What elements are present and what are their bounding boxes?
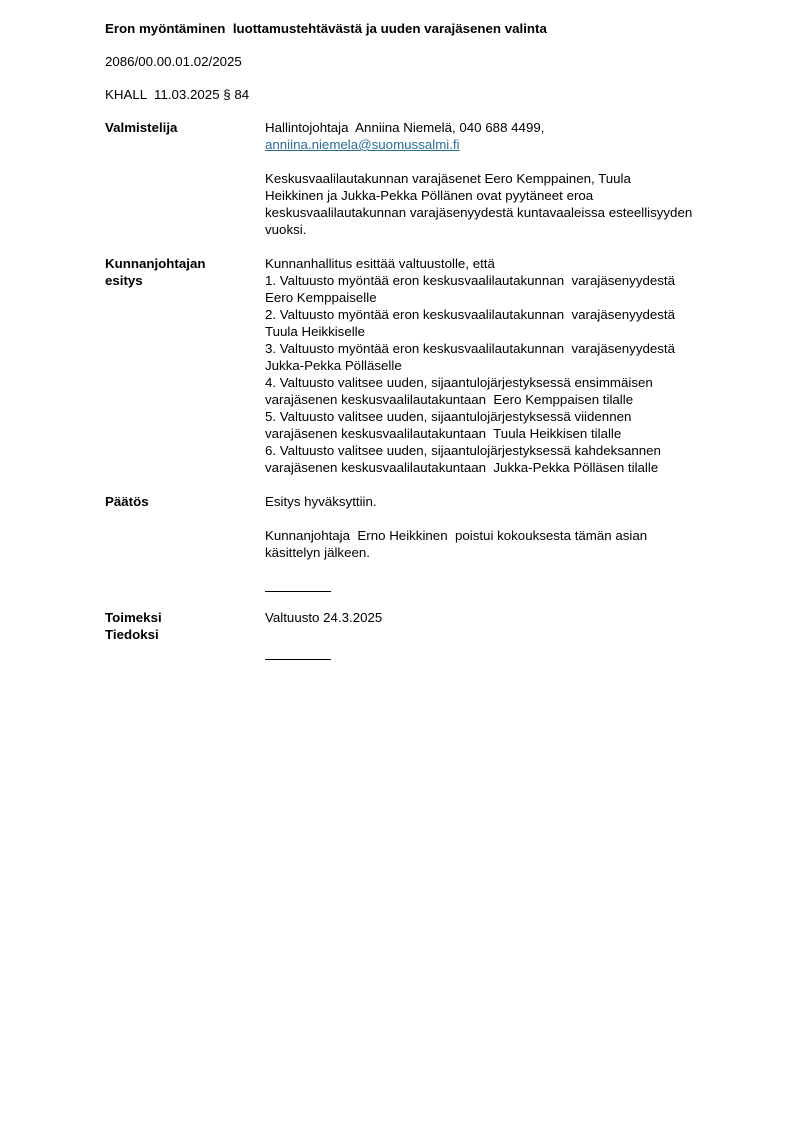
preparer-block: [265, 119, 743, 153]
section-valmistelija: [105, 119, 770, 238]
kunnanjohtajan-esitys-label: Kunnanjohtajan esitys: [105, 256, 206, 288]
section-paatos: [105, 493, 770, 592]
kunnanjohtajan-esitys-body: Kunnanhallitus esittää valtuustolle, että 1. Valtuusto myöntää eron keskusvaalilautakunnan varajäsenyydestä Eero Kemppaiselle 2. Valtuusto myöntää eron keskusvaalilautakunnan varajäsenyydestä Tuula Heikkiselle 3. Valtuusto myöntää eron keskusvaalilautakunnan varajäsenyydestä Jukka-Pekka Pölläselle 4. Valtuusto valitsee uuden, sijaantulojärjestyksessä ensimmäisen varajäsenen keskusvaalilautakuntaan Eero Kemppaisen tilalle 5. Valtuusto valitsee uuden, sijaantulojärjestyksessä viidennen varajäsenen keskusvaalilautakuntaan Tuula Heikkisen tilalle 6. Valtuusto valitsee uuden, sijaantulojärjestyksessä kahdeksannen varajäsenen keskusvaalilautakuntaan Jukka-Pekka Pölläsen tilalle: [265, 256, 675, 475]
preparer-text: Hallintojohtaja Anniina Niemelä, 040 688 4499,: [265, 120, 545, 135]
separator-line: [265, 591, 331, 592]
toimeksi-tiedoksi-label: Toimeksi Tiedoksi: [105, 610, 162, 642]
toimeksi-tiedoksi-content: [265, 609, 743, 660]
meeting-reference: KHALL 11.03.2025 § 84: [105, 87, 250, 102]
case-number: 2086/00.00.01.02/2025: [105, 54, 242, 69]
valmistelija-content: [265, 119, 743, 238]
email-link[interactable]: anniina.niemela@suomussalmi.fi: [265, 137, 460, 152]
valmistelija-label: Valmistelija: [105, 120, 178, 135]
separator-line: [265, 659, 331, 660]
paatos-content: [265, 493, 743, 592]
section-kunnanjohtajan-esitys: [105, 255, 770, 476]
paatos-label: Päätös: [105, 494, 149, 509]
distribution-text: Valtuusto 24.3.2025: [265, 610, 383, 625]
decision-note: Kunnanjohtaja Erno Heikkinen poistui kokouksesta tämän asian käsittelyn jälkeen.: [265, 528, 648, 560]
decision-text: Esitys hyväksyttiin.: [265, 494, 377, 509]
section-toimeksi-tiedoksi: [105, 609, 770, 660]
valmistelija-paragraph: Keskusvaalilautakunnan varajäsenet Eero Kemppainen, Tuula Heikkinen ja Jukka-Pekka Pöllänen ovat pyytäneet eroa keskusvaalilautakunnan varajäsenyydestä kuntavaaleissa esteellisyyden vuoksi.: [265, 171, 693, 237]
document-title: Eron myöntäminen luottamustehtävästä ja uuden varajäsenen valinta: [105, 21, 547, 36]
